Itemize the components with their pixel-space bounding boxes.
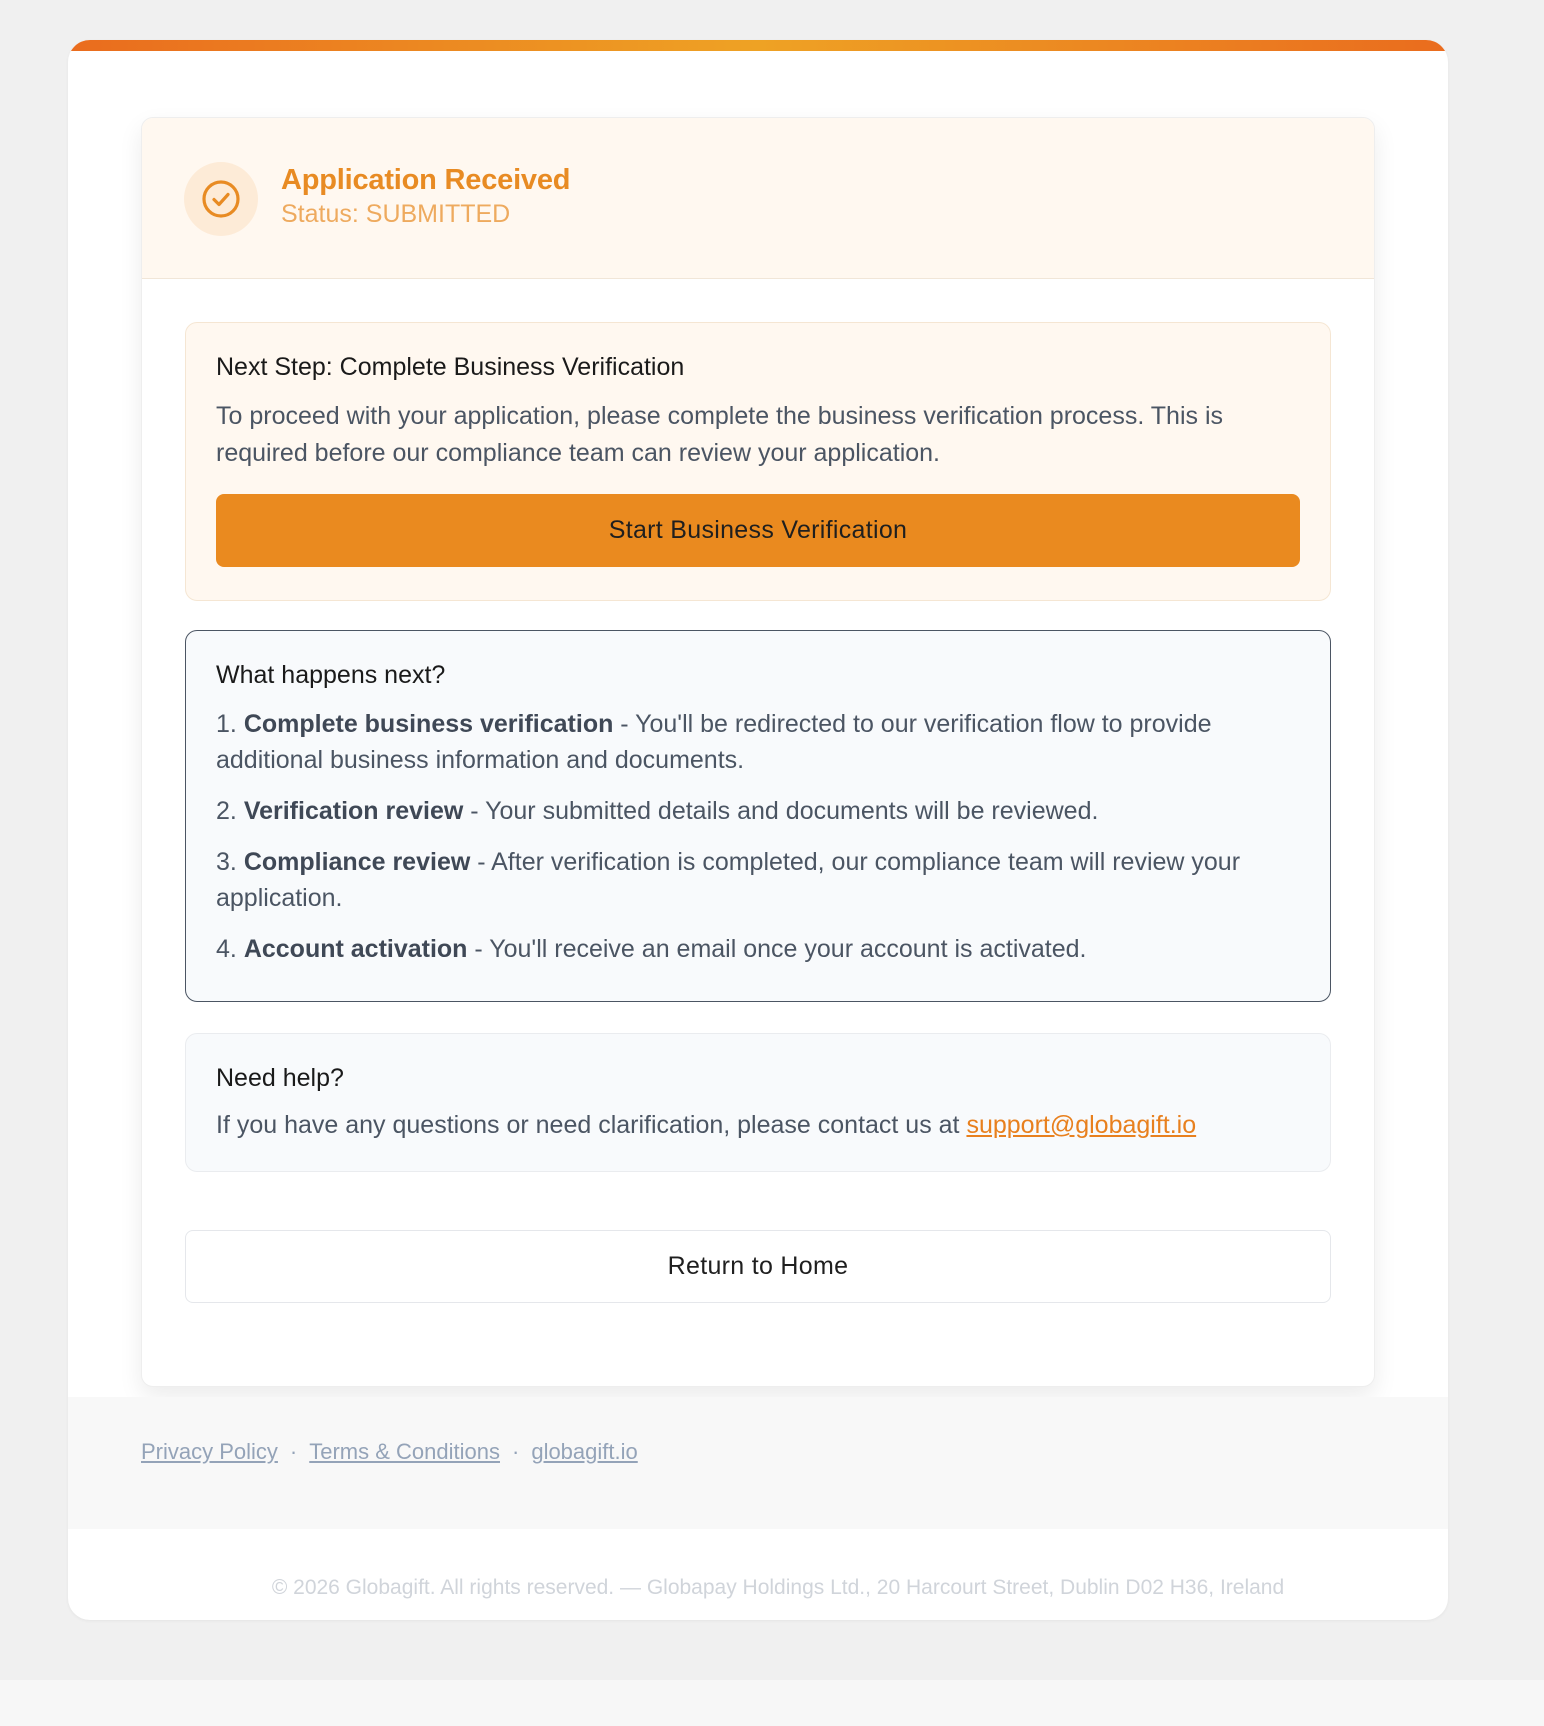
step-number: 2. xyxy=(216,797,237,825)
step-item xyxy=(216,706,1300,778)
page-title: Application Received xyxy=(281,164,571,196)
support-email-link[interactable]: support@globagift.io xyxy=(966,1111,1197,1139)
step-description: - After verification is completed, our compliance team will review your application. xyxy=(216,848,1241,912)
step-description: - Your submitted details and documents will be reviewed. xyxy=(463,797,1099,825)
copyright-text: © 2026 Globagift. All rights reserved. — Globapay Holdings Ltd., 20 Harcourt Street, Dublin D02 H36, Ireland xyxy=(271,1576,1285,1599)
step-item xyxy=(216,844,1300,916)
next-step-title: Next Step: Complete Business Verification xyxy=(216,353,685,381)
check-circle-icon xyxy=(184,162,258,236)
terms-link[interactable]: Terms & Conditions xyxy=(309,1439,500,1464)
step-heading: Verification review xyxy=(243,797,464,825)
page-bottom-strip xyxy=(0,1680,1544,1726)
status-badge: Status: SUBMITTED xyxy=(281,200,511,228)
footer-separator: · xyxy=(289,1439,298,1464)
step-number: 3. xyxy=(216,848,237,876)
footer-separator: · xyxy=(512,1439,520,1464)
return-home-button[interactable]: Return to Home xyxy=(185,1230,1331,1303)
what-next-title: What happens next? xyxy=(216,661,446,689)
help-title: Need help? xyxy=(216,1064,344,1092)
site-link[interactable]: globagift.io xyxy=(531,1439,638,1464)
step-item xyxy=(216,931,1300,967)
status-card xyxy=(141,117,1375,1387)
next-step-panel xyxy=(185,322,1331,601)
step-number: 1. xyxy=(216,710,237,738)
start-verification-button[interactable]: Start Business Verification xyxy=(216,494,1300,567)
next-step-text: To proceed with your application, please complete the business verification process. This is required before our compliance team can review your application. xyxy=(216,402,1224,467)
step-heading: Account activation xyxy=(243,935,468,963)
status-header xyxy=(142,118,1374,279)
help-message: If you have any questions or need clarification, please contact us at xyxy=(216,1111,967,1139)
help-text xyxy=(216,1107,1300,1144)
step-heading: Compliance review xyxy=(243,848,471,876)
step-description: - You'll be redirected to our verification flow to provide additional business information and documents. xyxy=(216,710,1212,774)
what-next-panel xyxy=(185,630,1331,1002)
privacy-policy-link[interactable]: Privacy Policy xyxy=(141,1439,278,1464)
help-panel xyxy=(185,1033,1331,1172)
step-description: - You'll receive an email once your account is activated. xyxy=(467,935,1087,963)
brand-gradient-bar xyxy=(68,40,1448,51)
step-heading: Complete business verification xyxy=(243,710,614,738)
main-container xyxy=(68,40,1448,1620)
step-number: 4. xyxy=(216,935,237,963)
step-item xyxy=(216,793,1300,829)
footer-links xyxy=(68,1397,1448,1529)
